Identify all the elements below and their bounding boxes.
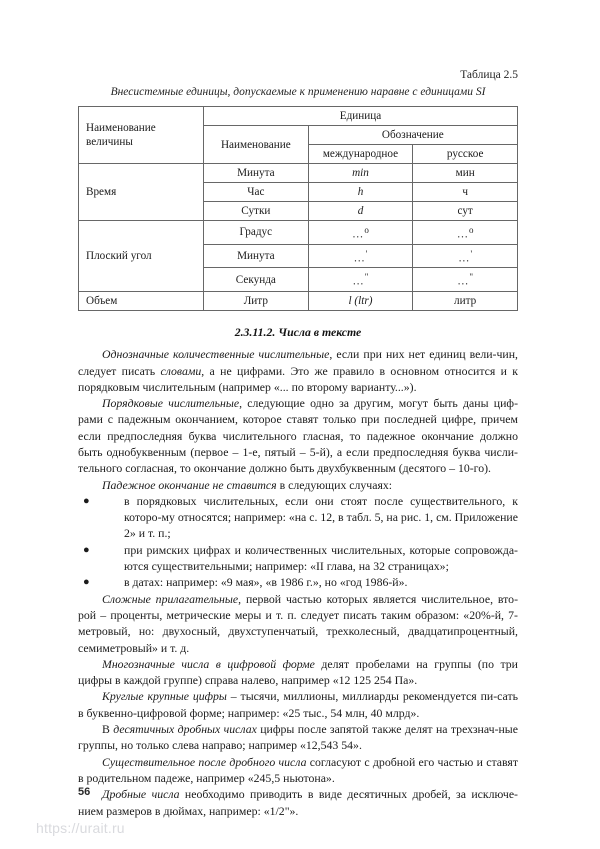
paragraph-p4 <box>78 591 518 656</box>
row-russian-value: … <box>458 252 471 265</box>
row-international-sup: о <box>364 225 369 235</box>
page-content <box>78 68 518 819</box>
row-russian-value: … <box>456 228 469 241</box>
paragraph-p5 <box>78 656 518 689</box>
list-item <box>78 493 518 542</box>
bullet-icon: ● <box>83 576 90 589</box>
row-unit-name: Сутки <box>204 202 309 221</box>
emphasised-run: Дробные числа <box>102 787 180 802</box>
units-table-body <box>79 164 518 311</box>
emphasised-run: Однозначные количественные числительные <box>102 347 330 362</box>
paragraph-p8 <box>78 754 518 787</box>
text-run: , а не цифрами. Это же правило в основном относится и к порядковым числительным (например «... по второму варианту...»). <box>78 363 518 394</box>
text-run: в следующих случаях: <box>276 477 393 492</box>
paragraph-p9 <box>78 786 518 819</box>
row-unit-name: Час <box>204 183 309 202</box>
paragraph-p3 <box>78 477 518 493</box>
header-designation-group: Обозначение <box>308 126 517 145</box>
header-russian: русское <box>413 145 518 164</box>
emphasised-run: Существительное после дробного числа <box>102 754 307 769</box>
header-quantity-name: Наименование величины <box>79 107 204 164</box>
emphasised-run: Порядковые числительные <box>102 396 240 411</box>
row-international-value: … <box>353 252 366 265</box>
row-russian-sup: о <box>469 225 474 235</box>
row-quantity: Плоский угол <box>79 221 204 292</box>
row-russian <box>413 221 518 245</box>
row-international-value: … <box>352 276 365 289</box>
table-row <box>79 221 518 245</box>
list-item-text: в порядковых числительных, если они стоят после существительного, к которо-му относятся; например: «на с. 12, в табл. 5, на рис. 1, см. Приложение 2» и т. п.; <box>124 493 518 541</box>
header-unit-group: Единица <box>204 107 518 126</box>
watermark: https://urait.ru <box>36 820 125 836</box>
paragraph-p6 <box>78 688 518 721</box>
bullet-icon: ● <box>83 494 90 507</box>
emphasised-run: Многозначные числа в цифровой форме <box>102 656 315 671</box>
row-quantity: Время <box>79 164 204 221</box>
row-unit-name: Минута <box>204 164 309 183</box>
header-international: международное <box>308 145 413 164</box>
header-row-1 <box>79 107 518 126</box>
row-international: l (ltr) <box>308 292 413 311</box>
row-unit-name: Секунда <box>204 268 309 292</box>
row-international-sup: " <box>364 272 369 283</box>
list-item-text: при римских цифрах и количественных числительных, которые сопровожда-ются существительными; например: «II глава, на 32 страницах»; <box>124 542 518 574</box>
row-unit-name: Литр <box>204 292 309 311</box>
row-russian <box>413 268 518 292</box>
table-caption: Внесистемные единицы, допускаемые к применению наравне с единицами SI <box>110 86 486 98</box>
row-russian: мин <box>413 164 518 183</box>
units-table-header <box>79 107 518 164</box>
bullet-icon: ● <box>83 543 90 556</box>
row-international <box>308 221 413 245</box>
table-number-label: Таблица 2.5 <box>460 69 518 81</box>
paragraph-p7 <box>78 721 518 754</box>
emphasised-run: Падежное окончание не ставится <box>102 477 277 492</box>
emphasised-run: Сложные прилагательные <box>102 591 239 606</box>
row-russian: сут <box>413 202 518 221</box>
text-run: цифры после запятой также делят на трехзнач-ные группы, но только слева направо; например «12,543 54». <box>78 722 518 753</box>
text-run: , если при них нет единиц вели-чин, следует писать <box>78 347 518 378</box>
text-run: необходимо приводить в виде десятичных дробей, за исключе-нием размеров в дюймах, например: «1/2"». <box>78 787 518 818</box>
row-international: h <box>308 183 413 202</box>
emphasised-run: десятичных дробных числах <box>113 722 257 737</box>
row-international <box>308 244 413 268</box>
list-item <box>78 574 518 590</box>
paragraph-p2 <box>78 395 518 476</box>
row-international-sup: ' <box>365 248 368 259</box>
table-row <box>79 292 518 311</box>
page-number: 56 <box>78 786 91 798</box>
emphasised-run: Круглые крупные цифры <box>102 689 227 704</box>
section-heading: 2.3.11.2. Числа в тексте <box>234 325 362 340</box>
units-table <box>78 106 518 311</box>
table-row <box>79 164 518 183</box>
list-item <box>78 542 518 575</box>
row-unit-name: Градус <box>204 221 309 245</box>
text-run: делят пробелами на группы (по три цифры в каждой группе) справа налево, например «12 125 254 Па». <box>78 656 518 688</box>
text-run: согласуют с дробной его частью и ставят в родительном падеже, например «245,5 ньютона». <box>78 754 518 785</box>
row-international: d <box>308 202 413 221</box>
row-international: min <box>308 164 413 183</box>
row-russian-value: … <box>457 276 470 289</box>
paragraph-p1 <box>78 346 518 395</box>
row-russian-sup: ' <box>470 248 473 259</box>
text-run: , следующие одно за другим, могут быть даны циф-рами с падежным окончанием, которое ставят только при последней цифре, причем если предпоследняя буква числительного гласная, то падежное окончание должно быть однобуквенным (первое – 1-е, пятый – 5-й), а если предпоследняя буква числи-тельного согласная, то окончание должно быть двухбуквенным (десятого – 10-го). <box>78 396 518 476</box>
row-russian-sup: " <box>469 272 474 283</box>
header-unit-name: Наименование <box>204 126 309 164</box>
row-russian: ч <box>413 183 518 202</box>
rules-list <box>78 493 518 591</box>
row-international <box>308 268 413 292</box>
row-unit-name: Минута <box>204 244 309 268</box>
row-russian: литр <box>413 292 518 311</box>
text-run: – тысячи, миллионы, миллиарды рекомендуется пи-сать в буквенно-цифровой форме; например: «25 тыс., 54 млн, 40 млрд». <box>78 689 518 720</box>
emphasised-run: словами <box>160 363 202 378</box>
text-run: В <box>102 722 114 737</box>
row-international-value: … <box>352 228 365 241</box>
list-item-text: в датах: например: «9 мая», «в 1986 г.», но «год 1986-й». <box>124 575 408 590</box>
text-run: , первой частью которых является числительное, вто-рой – проценты, метрические меры и т. п. следует писать таким образом: «20%-й, 7-метровый, но: двухосный, двухступенчатый, трехколесный, двадцатипроцентный, семиметровый» и т. д. <box>78 591 518 655</box>
row-russian <box>413 244 518 268</box>
row-quantity: Объем <box>79 292 204 311</box>
